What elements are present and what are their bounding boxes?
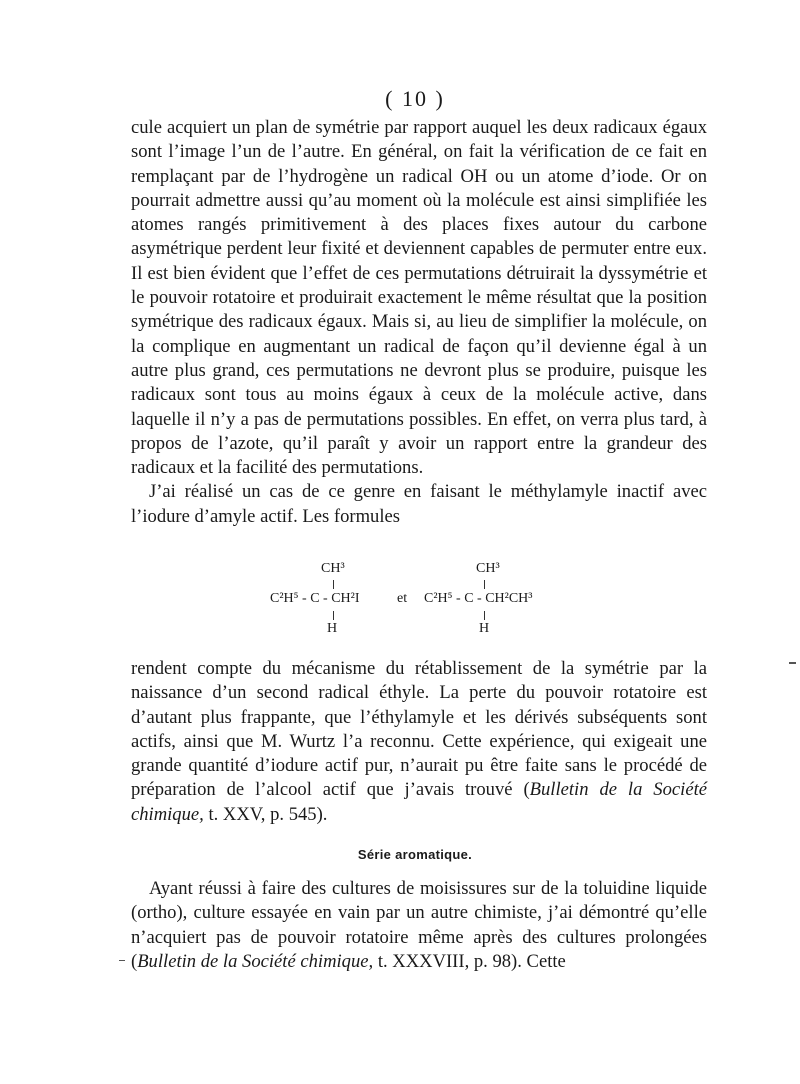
paragraph-4-reference: t. XXXVIII, p. 98). Cette bbox=[373, 950, 566, 972]
formula-1-top: CH³ bbox=[321, 561, 345, 576]
paragraph-symmetry-restoration bbox=[131, 657, 707, 827]
margin-mark bbox=[789, 662, 796, 664]
paragraph-aromatic-series bbox=[131, 877, 707, 974]
paragraph-3-reference: t. XXV, p. 545). bbox=[203, 803, 328, 825]
body-text-upper bbox=[131, 116, 707, 529]
citation-bulletin-1: Bulletin de la Société chimique, bbox=[131, 779, 707, 825]
chemical-formulas bbox=[0, 561, 800, 641]
formula-2-bond-up bbox=[484, 580, 485, 589]
body-text-middle bbox=[131, 657, 707, 827]
formula-1-bond-up bbox=[333, 580, 334, 589]
formula-2-middle: C²H⁵ - C - CH²CH³ bbox=[424, 591, 533, 606]
body-text-lower bbox=[131, 877, 707, 974]
margin-mark bbox=[119, 960, 125, 961]
formula-1-bottom: H bbox=[327, 621, 338, 636]
formula-2-bottom: H bbox=[479, 621, 490, 636]
formula-2-bond-down bbox=[484, 611, 485, 620]
paragraph-3-text: rendent compte du mécanisme du rétablissement de la symétrie par la naissance d’un second radical éthyle. La perte du pouvoir rotatoire est d’autant plus frappante, que l’éthylamyle et les dérivés subséquents sont actifs, ainsi que M. Wurtz l’a reconnu. Cette expérience, qui exigeait une grande quantité d’iodure actif pur, n’aurait pu être faite sans le procédé de préparation de l’alcool actif que j’avais trouvé ( bbox=[131, 658, 707, 801]
formula-1-middle: C²H⁵ - C - CH²I bbox=[270, 591, 360, 606]
citation-bulletin-2: Bulletin de la Société chimique, bbox=[137, 950, 374, 972]
paragraph-permutations: cule acquiert un plan de symétrie par rapport auquel les deux radicaux égaux sont l’image l’un de l’autre. En général, on fait la vérification de ce fait en remplaçant par de l’hydrogène un radical OH ou un atome d’iode. Or on pourrait admettre aussi qu’au moment où la molécule est ainsi simplifiée les atomes rangés primitivement à des places fixes autour du carbone asymétrique perdent leur fixité et deviennent capables de permuter entre eux. Il est bien évident que l’effet de ces permutations détruirait la dyssymétrie et le pouvoir rotatoire et produirait exactement le même résultat que la position symétrique des radicaux égaux. Mais si, au lieu de simplifier la molécule, on la complique en augmentant un radical de façon qu’il devienne égal à un autre plus grand, ces permutations ne devront plus se produire, puisque les radicaux sont tous au moins égaux à ceux de la molécule active, dans laquelle il n’y a pas de permutations possibles. En effet, on verra plus tard, à propos de l’azote, qu’il paraît y avoir un rapport entre la grandeur des radicaux et la facilité des permutations. bbox=[131, 117, 707, 479]
paragraph-4-text: Ayant réussi à faire des cultures de moisissures sur de la toluidine liquide (ortho), culture essayée en vain par un autre chimiste, j’ai démontré qu’elle n’acquiert pas de pouvoir rotatoire même après des cultures prolongées ( bbox=[131, 878, 707, 972]
formula-1-bond-down bbox=[333, 611, 334, 620]
paragraph-formulas-intro: J’ai réalisé un cas de ce genre en faisant le méthylamyle inactif avec l’iodure d’amyle actif. Les formules bbox=[131, 481, 707, 527]
page-number: ( 10 ) bbox=[385, 86, 445, 111]
section-heading: Série aromatique. bbox=[357, 847, 473, 862]
formula-2-top: CH³ bbox=[476, 561, 500, 576]
formula-conjunction: et bbox=[397, 591, 408, 606]
